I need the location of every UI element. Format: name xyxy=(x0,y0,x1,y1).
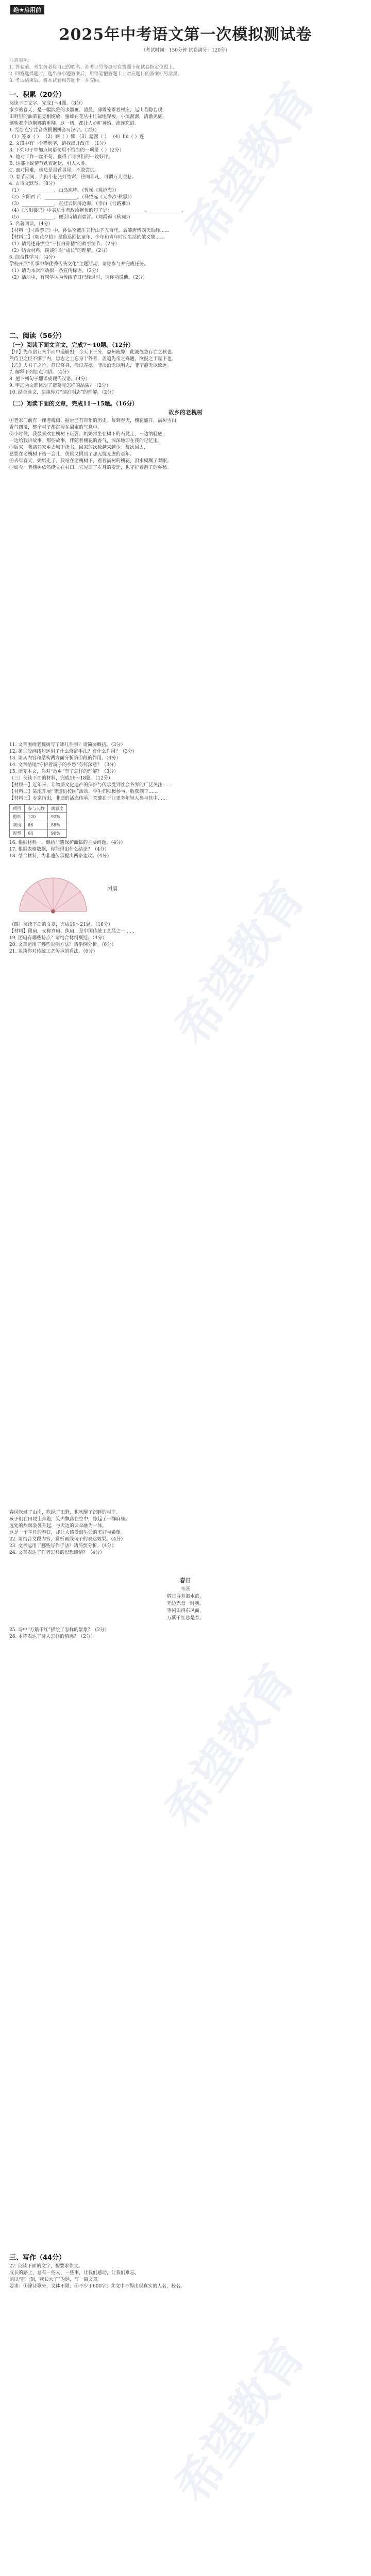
exam-title: 2025年中考语文第一次模拟测试卷 xyxy=(59,26,312,44)
text-line: 27. 阅读下面的文字，按要求作文。 xyxy=(9,2264,83,2269)
note-line: 2. 回答选择题时，选出每小题答案后，用铅笔把答题卡上对应题目的答案标号涂黑。 xyxy=(9,72,182,77)
page-4 xyxy=(0,2231,371,2576)
text-line: 这是一个平凡的春日，却让人感受到生命的美好与希望。 xyxy=(9,1530,126,1535)
text-line: 孩子们在田埂上奔跑，笑声飘荡在空中，惊起了一群麻雀。 xyxy=(9,1517,130,1522)
writing-section xyxy=(9,2251,362,2290)
text-line: 香气四溢，整个村子都沉浸在甜蜜的气息中。 xyxy=(9,425,103,430)
note-line: 1. 答卷前，考生务必将自己的姓名、准考证号等填写在答题卡和试卷指定位置上。 xyxy=(9,65,178,70)
text-line: A. 他对工作一丝不苟，赢得了同事们的一致好评。 xyxy=(9,155,113,160)
text-line: 6. 综合性学习。（4分） xyxy=(9,255,58,260)
text-line: 万紫千红总是春。 xyxy=(166,1616,204,1621)
table-cell: 90% xyxy=(48,829,67,838)
section-1 xyxy=(9,89,362,281)
table-cell: 64 xyxy=(25,829,48,838)
text-line: 2. 文段中有一个错别字，请找出并改正。（1分） xyxy=(9,141,109,146)
section-2-lines xyxy=(9,349,362,396)
watermark: 希望教育 xyxy=(165,2330,316,2513)
section-3-lines xyxy=(9,742,362,802)
text-line: 【材料】团扇，又称宫扇、纨扇，是中国传统工艺品之一…… xyxy=(9,929,135,934)
text-line: 8. 把下列句子翻译成现代汉语。（4分） xyxy=(9,377,90,382)
essay-body xyxy=(9,418,362,471)
table-header-cell: 满意度 xyxy=(48,805,67,813)
text-line: 【材料二】《朝花夕拾》是鲁迅回忆童年、少年和青年时期生活的散文集…… xyxy=(9,235,165,240)
text-line: 学校开展“传承中华优秀传统文化”主题活动，请你参与并完成任务。 xyxy=(9,262,149,267)
section-3 xyxy=(9,742,362,955)
text-line: 20. 文章运用了哪些说明方法？请举例分析。（6分） xyxy=(9,942,116,947)
text-line: （1）请为本次活动拟一条宣传标语。（2分） xyxy=(9,268,101,274)
text-line: 9. 甲乙两文都体现了诸葛亮怎样的品质？（2分） xyxy=(9,383,111,388)
watermark: 希望教育 xyxy=(165,872,316,1055)
notes-block xyxy=(9,58,362,84)
text-line: D. 春节期间，大街小巷张灯结彩，热闹非凡，可谓万人空巷。 xyxy=(9,175,137,180)
text-line: 家乡的春天，是一幅淡雅的水墨画。清晨，薄雾笼罩着村庄，远山若隐若现， xyxy=(9,108,167,113)
section-3-lines-2 xyxy=(9,840,362,860)
table-row xyxy=(10,813,67,821)
writing-title: 三、写作（44分） xyxy=(9,2254,66,2262)
text-line: 【材料一】《西游记》中，孙悟空被压五行山下五百年，后随唐僧西天取经…… xyxy=(9,228,170,233)
text-line: 然侍卫之臣不懈于内，忠志之士忘身于外者，盖追先帝之殊遇，欲报之于陛下也。 xyxy=(9,357,177,362)
poem-author: 朱熹 xyxy=(180,1587,190,1592)
note-line: 3. 考试结束后，将本试卷和答题卡一并交回。 xyxy=(9,78,104,83)
poem-title: 春日 xyxy=(180,1577,191,1584)
table-row xyxy=(10,829,67,838)
fan-image xyxy=(14,870,92,917)
table-cell: 刺绣 xyxy=(10,821,25,829)
text-line: 24. 文章表达了作者怎样的思想感情？（4分） xyxy=(9,1550,105,1555)
section-4 xyxy=(9,1510,362,1640)
text-line: （3）______________，直挂云帆济沧海。（李白《行路难》） xyxy=(9,201,133,207)
fan-caption: 团扇 xyxy=(107,886,117,892)
table-cell: 88% xyxy=(48,821,67,829)
text-line: 【材料二】某地开展“非遗进校园”活动，学生们积极参与，收获颇丰…… xyxy=(9,789,158,794)
text-line: 5. 名著阅读。（4分） xyxy=(9,222,53,227)
watermark: 希望教育 xyxy=(175,73,327,257)
text-line: （2）结合材料，谈谈你对“成长”的理解。（2分） xyxy=(9,248,111,253)
text-line: （5）______________，便引诗情到碧霄。（刘禹锡《秋词》） xyxy=(9,215,133,220)
table-cell: 86 xyxy=(25,821,48,829)
text-line: 成长的路上，总有一些人、一些事，让我们感动，让我们难忘。 xyxy=(9,2270,140,2276)
text-line: 春风吹过了山岗，吹绿了田野，也吹醒了沉睡的村庄。 xyxy=(9,1510,121,1515)
page-3 xyxy=(0,1479,371,2231)
text-line: 18. 结合材料，为非遗传承提出两条建议。（4分） xyxy=(9,854,112,859)
fan-figure xyxy=(9,865,362,922)
table-cell: 92% xyxy=(48,813,67,821)
text-line: B. 这部小说情节跌宕起伏，引人入胜。 xyxy=(9,161,90,166)
note-line: 注意事项： xyxy=(9,58,33,63)
section-4-lines xyxy=(9,1510,362,1556)
text-line: 远处的炊烟袅袅升起，与天边的云朵融为一体。 xyxy=(9,1523,107,1529)
watermark: 希望教育 xyxy=(155,1655,306,1838)
text-line: ③后来，我离开家乡去城里读书，回家的次数越来越少。每次回去， xyxy=(9,445,149,450)
text-line: （四）阅读下面的文章，完成19～21题。（16分） xyxy=(9,922,113,927)
text-line: 阅读下面文字，完成1～4题。（8分） xyxy=(9,101,86,106)
text-line: ②小时候，我最喜欢在槐树下玩耍。奶奶常坐在树下的石凳上，一边纳鞋底， xyxy=(9,432,167,437)
section-2-sub2: （二）阅读下面的文章，完成11～15题。（16分） xyxy=(9,400,138,407)
text-line: 3. 下列句子中加点词语使用不恰当的一项是（ ）（2分） xyxy=(9,148,124,153)
section-2-sub1: （一）阅读下面文言文，完成7～10题。（12分） xyxy=(9,342,134,348)
table-cell: 泥塑 xyxy=(10,829,25,838)
page-2 xyxy=(0,721,371,1479)
section-3-lines-3 xyxy=(9,922,362,955)
text-line: 【材料一】近年来，非物质文化遗产的保护与传承受到社会各界的广泛关注…… xyxy=(9,783,172,788)
text-line: 25. 诗中“万紫千红”描绘了怎样的景象？（2分） xyxy=(9,1628,110,1633)
text-line: 17. 根据表格数据，你能得出什么结论？（4分） xyxy=(9,847,109,852)
table-cell: 120 xyxy=(25,813,48,821)
text-line: 12. 第①段画线句运用了什么修辞手法？有什么作用？（3分） xyxy=(9,749,137,754)
writing-lines xyxy=(9,2263,362,2290)
text-line: 总要在老槐树下站一会儿，仿佛又回到了那无忧无虑的童年。 xyxy=(9,452,135,457)
section-1-lines xyxy=(9,100,362,281)
page-1 xyxy=(0,0,371,721)
essay-title: 故乡的老槐树 xyxy=(168,409,203,416)
text-line: ④去年春天，奶奶走了。我站在老槐树下，看着满树的槐花，泪水模糊了双眼。 xyxy=(9,459,172,464)
text-line: （2）活动中，有同学认为传统节日已经过时，请你劝说他。（2分） xyxy=(9,275,147,280)
text-line: ⑤如今，老槐树依然挺立在村口，它见证了岁月的变迁，也守护着游子的乡愁。 xyxy=(9,465,172,470)
text-line: 请以“那一刻，我长大了”为题，写一篇文章。 xyxy=(9,2277,103,2282)
text-line: 10. 结合选文，谈谈你对“淡泊明志”的理解。（2分） xyxy=(9,390,116,395)
text-line: 13. 请从内容和结构两方面分析第④段的作用。（4分） xyxy=(9,756,121,761)
text-line: 16. 根据材料一，概括非遗保护面临的主要问题。（4分） xyxy=(9,840,126,845)
text-line: 7. 解释下列加点词语。（4分） xyxy=(9,370,72,375)
text-line: 无边光景一时新。 xyxy=(166,1601,204,1606)
section-4-lines-2 xyxy=(9,1627,362,1640)
table-header-cell: 参与人数 xyxy=(25,805,48,813)
text-line: 等闲识得东风面， xyxy=(166,1608,204,1614)
exam-subtitle: （考试时间：150分钟 试卷满分：120分） xyxy=(141,48,230,53)
text-line: 【乙】夫君子之行，静以修身，俭以养德。非淡泊无以明志，非宁静无以致远。 xyxy=(9,363,172,368)
text-line: 21. 谈谈你对传统工艺传承的看法。（6分） xyxy=(9,949,98,954)
text-line: 4. 古诗文默写。（8分） xyxy=(9,181,58,187)
poem-body xyxy=(9,1593,362,1622)
text-line: C. 面对困难，他总是畏首畏尾，不敢尝试。 xyxy=(9,168,99,173)
text-line: 15. 读完本文，你对“故乡”有了怎样的理解？（3分） xyxy=(9,769,119,774)
text-line: （1）笼罩（ ） （2）婀（ ）娜 （3）潺潺（ ） （4）liú（ ）连 xyxy=(9,134,144,140)
text-line: 要求：①除诗歌外，文体不限；②不少于600字；③文中不得出现真实的人名、校名。 xyxy=(9,2284,185,2289)
text-line: （1）______________，山岛竦峙。（曹操《观沧海》） xyxy=(9,188,119,193)
data-table xyxy=(9,804,67,838)
text-line: 19. 团扇有哪些特点？请结合材料概括。（4分） xyxy=(9,936,107,941)
text-line: 胜日寻芳泗水滨， xyxy=(166,1594,204,1599)
text-line: 22. 请结合文段内容，赏析画线句子的表达效果。（4分） xyxy=(9,1537,126,1542)
table-cell: 剪纸 xyxy=(10,813,25,821)
text-line: 【甲】先帝创业未半而中道崩殂，今天下三分，益州疲弊，此诚危急存亡之秋也。 xyxy=(9,350,177,355)
text-line: （三）阅读下面的材料，完成16～18题。（12分） xyxy=(9,776,113,781)
text-line: 倒映着岸边婀娜的垂柳。这一切，都让人心旷神怡，流连忘返。 xyxy=(9,121,140,126)
text-line: 田野里的油菜花竞相绽放，蜜蜂在花丛中忙碌地穿梭。小溪潺潺，清澈见底， xyxy=(9,114,167,120)
text-line: 一边给我讲故事。那些故事，伴随着槐花的香气，深深地印在我的记忆里。 xyxy=(9,438,163,444)
section-2-title: 二、阅读（56分） xyxy=(9,332,66,340)
text-line: 23. 文章运用了哪些写作手法？请简要分析。（4分） xyxy=(9,1544,116,1549)
table-row xyxy=(10,821,67,829)
text-line: 1. 给加点字注音或根据拼音写汉字。（2分） xyxy=(9,128,99,133)
section-1-title: 一、积累（20分） xyxy=(9,91,66,99)
section-2 xyxy=(9,330,362,471)
text-line: （4）《岳阳楼记》中表达作者政治抱负的句子是：______________，______________。 xyxy=(9,208,187,213)
text-line: 26. 本诗表达了诗人怎样的情感？（2分） xyxy=(9,1634,95,1639)
table-header-cell: 项目 xyxy=(10,805,25,813)
table-header-row xyxy=(10,805,67,813)
text-line: 【材料三】专家指出，非遗的活态传承，关键在于让更多年轻人参与其中…… xyxy=(9,796,167,801)
text-line: ①老家门前有一棵老槐树，据说已有百年的历史。每到春天，槐花盛开，满树雪白， xyxy=(9,418,181,423)
text-line: 14. 文章结尾“守护着游子的乡愁”有何深意？（3分） xyxy=(9,762,119,768)
text-line: （2）夕阳西下，______________。（马致远《天净沙·秋思》） xyxy=(9,195,134,200)
text-line: 11. 文章围绕老槐树写了哪几件事？请简要概括。（3分） xyxy=(9,742,126,748)
text-line: （1）请简述孙悟空“三打白骨精”的故事情节。（2分） xyxy=(9,242,120,247)
confidential-tag: 绝★启用前 xyxy=(10,5,44,14)
